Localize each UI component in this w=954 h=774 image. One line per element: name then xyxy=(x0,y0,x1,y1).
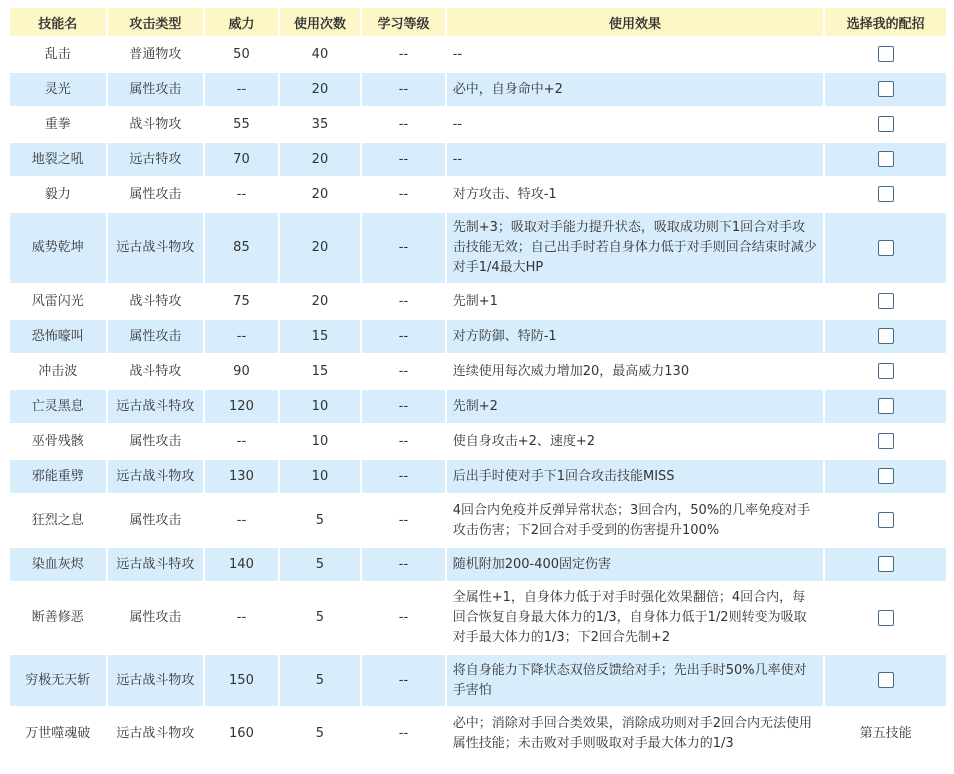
table-row xyxy=(10,495,946,546)
table-row xyxy=(10,460,946,493)
select-skill-checkbox[interactable] xyxy=(878,468,894,484)
table-row xyxy=(10,73,946,106)
select-cell xyxy=(825,213,946,283)
table-row xyxy=(10,38,946,71)
select-skill-checkbox[interactable] xyxy=(878,512,894,528)
pp-cell: 5 xyxy=(280,708,361,759)
attack-type-cell: 属性攻击 xyxy=(108,320,204,353)
power-cell: 55 xyxy=(205,108,277,141)
select-cell xyxy=(825,655,946,706)
power-cell: -- xyxy=(205,73,277,106)
pp-cell: 15 xyxy=(280,320,361,353)
select-cell xyxy=(825,285,946,318)
table-row xyxy=(10,355,946,388)
attack-type-cell: 远古战斗物攻 xyxy=(108,213,204,283)
power-cell: -- xyxy=(205,495,277,546)
power-cell: 50 xyxy=(205,38,277,71)
effect-cell: 后出手时使对手下1回合攻击技能MISS xyxy=(447,460,823,493)
pp-cell: 5 xyxy=(280,655,361,706)
select-skill-checkbox[interactable] xyxy=(878,151,894,167)
select-cell xyxy=(825,425,946,458)
power-cell: 75 xyxy=(205,285,277,318)
power-cell: 150 xyxy=(205,655,277,706)
skill-name-cell: 冲击波 xyxy=(10,355,106,388)
select-cell xyxy=(825,73,946,106)
table-row xyxy=(10,320,946,353)
attack-type-cell: 属性攻击 xyxy=(108,583,204,653)
select-cell xyxy=(825,108,946,141)
table-row xyxy=(10,285,946,318)
select-skill-checkbox[interactable] xyxy=(878,610,894,626)
effect-cell: 使自身攻击+2、速度+2 xyxy=(447,425,823,458)
effect-cell: 先制+1 xyxy=(447,285,823,318)
learn-level-cell: -- xyxy=(362,548,445,581)
select-cell xyxy=(825,495,946,546)
select-skill-checkbox[interactable] xyxy=(878,433,894,449)
select-skill-checkbox[interactable] xyxy=(878,81,894,97)
effect-cell: 将自身能力下降状态双倍反馈给对手；先出手时50%几率使对手害怕 xyxy=(447,655,823,706)
effect-cell: 先制+2 xyxy=(447,390,823,423)
attack-type-cell: 远古战斗物攻 xyxy=(108,460,204,493)
select-skill-checkbox[interactable] xyxy=(878,293,894,309)
learn-level-cell: -- xyxy=(362,460,445,493)
attack-type-cell: 属性攻击 xyxy=(108,425,204,458)
learn-level-cell: -- xyxy=(362,495,445,546)
learn-level-cell: -- xyxy=(362,355,445,388)
select-cell xyxy=(825,390,946,423)
learn-level-cell: -- xyxy=(362,583,445,653)
col-header-learn-level: 学习等级 xyxy=(362,8,445,36)
power-cell: -- xyxy=(205,583,277,653)
effect-cell: -- xyxy=(447,108,823,141)
attack-type-cell: 远古战斗特攻 xyxy=(108,548,204,581)
skill-name-cell: 地裂之吼 xyxy=(10,143,106,176)
select-skill-checkbox[interactable] xyxy=(878,186,894,202)
effect-cell: 连续使用每次威力增加20，最高威力130 xyxy=(447,355,823,388)
table-row xyxy=(10,583,946,653)
pp-cell: 10 xyxy=(280,425,361,458)
table-header-row xyxy=(10,8,946,36)
col-header-attack-type: 攻击类型 xyxy=(108,8,204,36)
attack-type-cell: 战斗特攻 xyxy=(108,285,204,318)
attack-type-cell: 远古战斗物攻 xyxy=(108,708,204,759)
select-cell xyxy=(825,583,946,653)
select-skill-checkbox[interactable] xyxy=(878,116,894,132)
power-cell: -- xyxy=(205,425,277,458)
table-row xyxy=(10,425,946,458)
learn-level-cell: -- xyxy=(362,425,445,458)
learn-level-cell: -- xyxy=(362,178,445,211)
col-header-pp: 使用次数 xyxy=(280,8,361,36)
power-cell: -- xyxy=(205,320,277,353)
select-skill-checkbox[interactable] xyxy=(878,363,894,379)
skill-name-cell: 灵光 xyxy=(10,73,106,106)
skill-name-cell: 狂烈之息 xyxy=(10,495,106,546)
skill-table xyxy=(8,6,948,761)
power-cell: 160 xyxy=(205,708,277,759)
attack-type-cell: 远古特攻 xyxy=(108,143,204,176)
skill-name-cell: 重拳 xyxy=(10,108,106,141)
table-row xyxy=(10,143,946,176)
table-row xyxy=(10,178,946,211)
learn-level-cell: -- xyxy=(362,708,445,759)
pp-cell: 5 xyxy=(280,583,361,653)
select-skill-checkbox[interactable] xyxy=(878,398,894,414)
learn-level-cell: -- xyxy=(362,38,445,71)
learn-level-cell: -- xyxy=(362,390,445,423)
learn-level-cell: -- xyxy=(362,143,445,176)
skill-name-cell: 恐怖嚎叫 xyxy=(10,320,106,353)
power-cell: 85 xyxy=(205,213,277,283)
power-cell: 130 xyxy=(205,460,277,493)
learn-level-cell: -- xyxy=(362,320,445,353)
pp-cell: 10 xyxy=(280,460,361,493)
table-row xyxy=(10,708,946,759)
effect-cell: 对方防御、特防-1 xyxy=(447,320,823,353)
power-cell: 120 xyxy=(205,390,277,423)
select-skill-checkbox[interactable] xyxy=(878,328,894,344)
col-header-effect: 使用效果 xyxy=(447,8,823,36)
table-row xyxy=(10,390,946,423)
skill-name-cell: 穷极无天斩 xyxy=(10,655,106,706)
attack-type-cell: 属性攻击 xyxy=(108,73,204,106)
pp-cell: 40 xyxy=(280,38,361,71)
select-cell xyxy=(825,548,946,581)
col-header-power: 威力 xyxy=(205,8,277,36)
attack-type-cell: 战斗物攻 xyxy=(108,108,204,141)
attack-type-cell: 战斗特攻 xyxy=(108,355,204,388)
select-cell xyxy=(825,38,946,71)
effect-cell: 4回合内免疫并反弹异常状态；3回合内，50%的几率免疫对手攻击伤害；下2回合对手受到的伤害提升100% xyxy=(447,495,823,546)
attack-type-cell: 属性攻击 xyxy=(108,495,204,546)
pp-cell: 20 xyxy=(280,213,361,283)
skill-name-cell: 乱击 xyxy=(10,38,106,71)
col-header-select: 选择我的配招 xyxy=(825,8,946,36)
pp-cell: 35 xyxy=(280,108,361,141)
learn-level-cell: -- xyxy=(362,108,445,141)
skill-name-cell: 断善修恶 xyxy=(10,583,106,653)
learn-level-cell: -- xyxy=(362,73,445,106)
pp-cell: 20 xyxy=(280,143,361,176)
effect-cell: 必中，自身命中+2 xyxy=(447,73,823,106)
effect-cell: -- xyxy=(447,38,823,71)
select-cell: 第五技能 xyxy=(825,708,946,759)
attack-type-cell: 普通物攻 xyxy=(108,38,204,71)
pp-cell: 5 xyxy=(280,495,361,546)
attack-type-cell: 远古战斗物攻 xyxy=(108,655,204,706)
effect-cell: 先制+3；吸取对手能力提升状态，吸取成功则下1回合对手攻击技能无效；自己出手时若自身体力低于对手则回合结束时减少对手1/4最大HP xyxy=(447,213,823,283)
select-cell xyxy=(825,143,946,176)
table-row xyxy=(10,655,946,706)
pp-cell: 10 xyxy=(280,390,361,423)
select-skill-checkbox[interactable] xyxy=(878,556,894,572)
skill-name-cell: 邪能重劈 xyxy=(10,460,106,493)
skill-name-cell: 亡灵黑息 xyxy=(10,390,106,423)
skill-name-cell: 巫骨残骸 xyxy=(10,425,106,458)
attack-type-cell: 属性攻击 xyxy=(108,178,204,211)
select-skill-checkbox[interactable] xyxy=(878,672,894,688)
col-header-skill-name: 技能名 xyxy=(10,8,106,36)
attack-type-cell: 远古战斗特攻 xyxy=(108,390,204,423)
learn-level-cell: -- xyxy=(362,655,445,706)
effect-cell: 必中；消除对手回合类效果，消除成功则对手2回合内无法使用属性技能；未击败对手则吸取对手最大体力的1/3 xyxy=(447,708,823,759)
effect-cell: 随机附加200-400固定伤害 xyxy=(447,548,823,581)
select-skill-checkbox[interactable] xyxy=(878,46,894,62)
pp-cell: 15 xyxy=(280,355,361,388)
table-row xyxy=(10,548,946,581)
learn-level-cell: -- xyxy=(362,285,445,318)
power-cell: 70 xyxy=(205,143,277,176)
effect-cell: 对方攻击、特攻-1 xyxy=(447,178,823,211)
select-cell xyxy=(825,320,946,353)
select-skill-checkbox[interactable] xyxy=(878,240,894,256)
select-cell xyxy=(825,355,946,388)
skill-name-cell: 染血灰烬 xyxy=(10,548,106,581)
power-cell: 90 xyxy=(205,355,277,388)
effect-cell: -- xyxy=(447,143,823,176)
learn-level-cell: -- xyxy=(362,213,445,283)
power-cell: 140 xyxy=(205,548,277,581)
pp-cell: 20 xyxy=(280,285,361,318)
pp-cell: 20 xyxy=(280,73,361,106)
table-row xyxy=(10,108,946,141)
skill-name-cell: 风雷闪光 xyxy=(10,285,106,318)
select-cell xyxy=(825,178,946,211)
effect-cell: 全属性+1，自身体力低于对手时强化效果翻倍；4回合内，每回合恢复自身最大体力的1/3，自身体力低于1/2则转变为吸取对手最大体力的1/3；下2回合先制+2 xyxy=(447,583,823,653)
skill-name-cell: 万世噬魂破 xyxy=(10,708,106,759)
skill-name-cell: 威势乾坤 xyxy=(10,213,106,283)
select-cell xyxy=(825,460,946,493)
pp-cell: 5 xyxy=(280,548,361,581)
power-cell: -- xyxy=(205,178,277,211)
skill-name-cell: 毅力 xyxy=(10,178,106,211)
table-row xyxy=(10,213,946,283)
pp-cell: 20 xyxy=(280,178,361,211)
